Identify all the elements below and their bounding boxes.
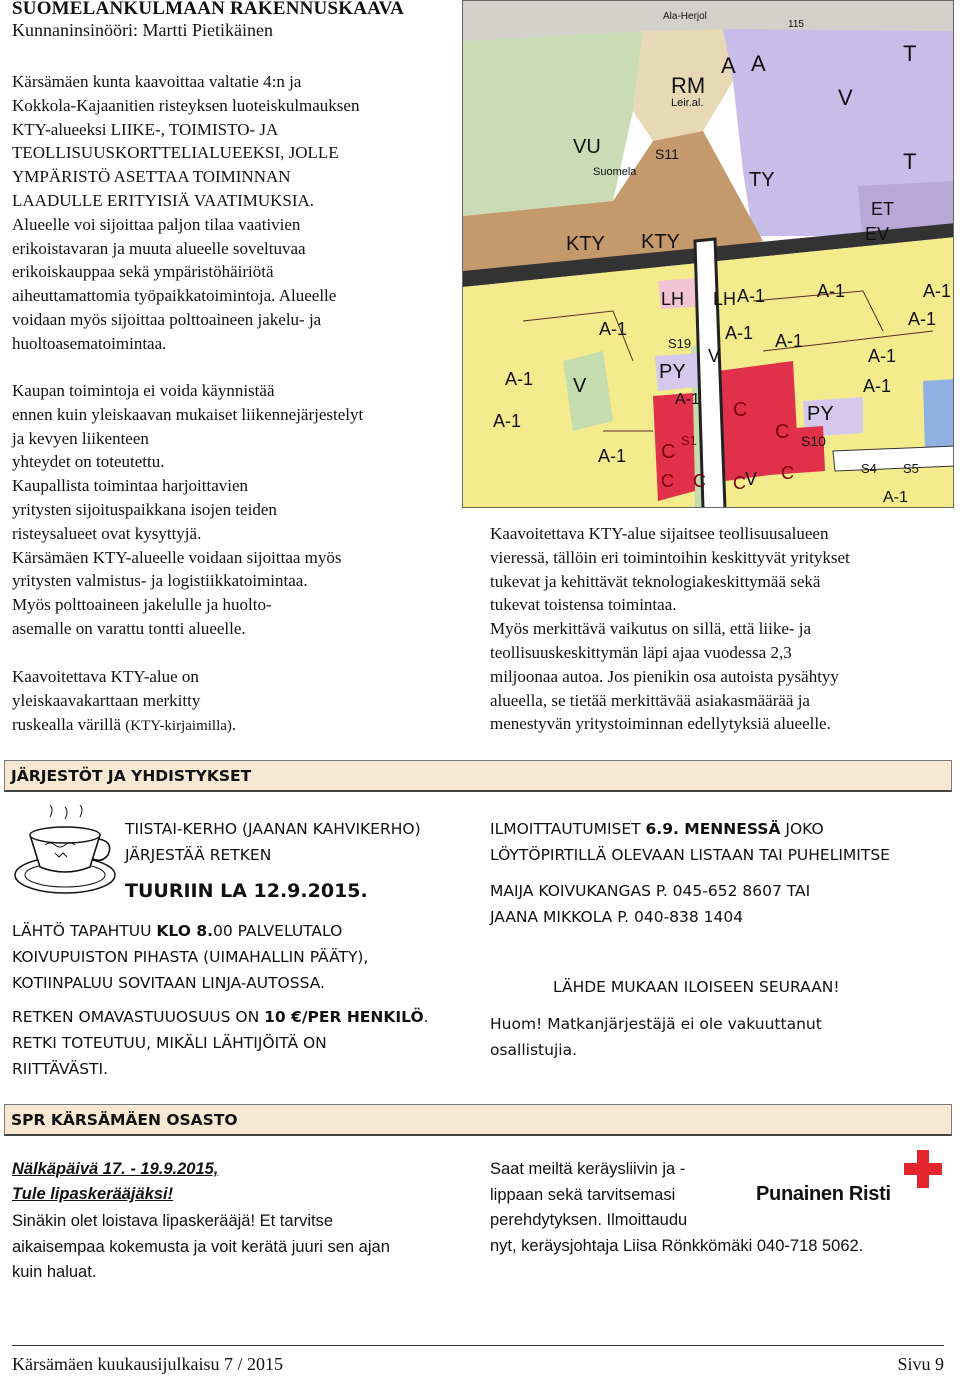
map-label: C [733,473,746,493]
kty-note: (KTY-kirjaimilla) [125,717,232,734]
text-line: menestyvän yritystoiminnan edellytyksiä alueelle. [490,714,831,734]
map-label: A-1 [725,323,754,343]
zoning-map [462,0,954,508]
text-line: Kaupan toimintoja ei voida käynnistää [12,381,275,400]
map-label: T [903,41,917,66]
map-label: V [708,346,721,366]
map-label: A-1 [883,489,908,506]
text-line: voidaan myös sijoittaa polttoaineen jakelu- ja [12,309,322,329]
hunger-day-body [12,1209,390,1286]
map-label: S1 [681,433,697,448]
map-label: A-1 [493,411,522,431]
text-line: lippaan sekä tarvitsemasi [490,1185,676,1204]
zoning-map-graphic [463,1,954,508]
trip-cost [12,1004,429,1082]
text-line: Kokkola-Kajaanitien risteyksen luoteiskulmauksen [12,95,360,115]
text-line: erikoiskauppaa sekä ympäristöhäiriötä [12,262,274,282]
map-label: V [745,469,758,489]
map-label: S19 [668,336,692,351]
text-line [490,816,890,842]
map-label: KTY [566,233,605,255]
text-line: Nälkäpäivä 17. - 19.9.2015, [12,1160,219,1178]
text-fragment: JOKO [780,820,824,838]
text-line [12,918,368,944]
text-line: MAIJA KOIVUKANGAS P. 045-652 8607 TAI [490,882,811,900]
text-line: Kaupallista toimintaa harjoittavien [12,476,249,496]
section-title: JÄRJESTÖT JA YHDISTYKSET [11,767,252,785]
section-title: SPR KÄRSÄMÄEN OSASTO [11,1111,238,1129]
text-line: KOIVUPUISTON PIHASTA (UIMAHALLIN PÄÄTY), [12,948,369,966]
map-label: LH [713,289,737,309]
text-line: erikoistavaran ja muuta alueelle soveltuvaa [12,238,306,258]
text-line: TIISTAI-KERHO (JAANAN KAHVIKERHO) [125,820,421,838]
map-label: A [751,51,766,76]
text-line: Kärsämäen KTY-alueelle voidaan sijoittaa myös [12,547,342,567]
map-label: ET [871,199,895,219]
map-label: S5 [903,461,919,476]
text-line: tukevat toistensa toimintaa. [490,595,677,615]
text-line: Huom! Matkanjärjestäjä ei ole vakuuttanut [490,1015,822,1033]
map-label: A-1 [908,309,937,329]
text-line: RIITTÄVÄSTI. [12,1060,109,1078]
text-line: Kaavoitettava KTY-alue on [12,667,199,686]
section-header-spr [4,1104,952,1136]
left-paragraph-3 [12,665,236,738]
map-label: C [661,441,676,463]
map-label: A-1 [505,369,534,389]
map-label: S11 [655,146,679,162]
text-line: Tule lipaskerääjäksi! [12,1185,174,1203]
map-label: C [733,399,748,421]
map-label: A [721,53,736,78]
map-label: A-1 [737,286,766,306]
text-line: aikaisempaa kokemusta ja voit kerätä juuri sen ajan [12,1237,390,1256]
trip-date: TUURIIN LA 12.9.2015. [125,880,368,902]
text-fragment: . [231,714,237,734]
text-line: JAANA MIKKOLA P. 040-838 1404 [490,908,744,926]
text-fragment: 00 PALVELUTALO [213,922,343,940]
text-fragment: LÄHTÖ TAPAHTUU [12,922,157,940]
text-fragment: ILMOITTAUTUMISET [490,820,646,838]
trip-details [12,918,368,996]
hunger-day-heading [12,1157,218,1207]
text-line: Myös merkittävä vaikutus on sillä, että liike- ja [490,619,812,639]
text-line: TEOLLISUUSKORTTELIALUEEKSI, JOLLE [12,143,339,163]
text-line: tukevat ja kehittävät teknologiakeskittymää sekä [490,571,821,591]
text-line: Kaavoitettava KTY-alue sijaitsee teollisuusalueen [490,524,829,543]
text-line: Saat meiltä keräysliivin ja - [490,1160,686,1178]
text-line: LAADULLE ERITYISIÄ VAATIMUKSIA. [12,190,315,210]
contact-info [490,878,810,930]
registration-deadline: 6.9. MENNESSÄ [645,820,781,838]
text-line: ja kevyen liikenteen [12,428,149,448]
map-label: A-1 [598,446,627,466]
map-label: RM [671,73,706,98]
text-line: perehdytyksen. Ilmoittaudu [490,1211,688,1229]
map-label: V [838,85,853,110]
text-line: kuin haluat. [12,1263,97,1281]
text-line [12,713,236,739]
text-fragment: . [423,1008,429,1026]
cost-amount: 10 €/PER HENKILÖ [264,1008,424,1026]
text-line: yleiskaavakarttaan merkitty [12,690,201,710]
map-label: C [661,471,674,491]
join-invitation: LÄHDE MUKAAN ILOISEEN SEURAAN! [553,978,840,996]
map-label: C [775,421,790,443]
map-label: C [781,463,794,483]
text-line: Alueelle voi sijoittaa paljon tilaa vaativien [12,214,301,234]
map-label: VU [573,136,601,158]
text-line: RETKI TOTEUTUU, MIKÄLI LÄHTIJÖITÄ ON [12,1034,327,1052]
map-label: A-1 [599,319,628,339]
text-line: alueella, se tietää merkittävää asiakasmäärää ja [490,690,810,710]
teacup-illustration [10,805,120,905]
insurance-note [490,1011,822,1063]
text-line: vieressä, tällöin eri toimintoihin keskittyvät yritykset [490,547,850,567]
map-label: A-1 [868,346,897,366]
text-line: yritysten sijoituspaikkana isojen teiden [12,499,277,519]
map-label: Leir.al. [671,97,704,109]
text-line: Myös polttoaineen jakelulle ja huolto- [12,595,272,615]
map-label: A-1 [817,281,846,301]
right-paragraph [490,522,850,736]
text-fragment: RETKEN OMAVASTUUOSUUS ON [12,1008,265,1026]
map-label: V [573,375,587,397]
text-line: yritysten valmistus- ja logistiikkatoimintaa. [12,571,308,591]
footer-publication: Kärsämäen kuukausijulkaisu 7 / 2015 [12,1354,283,1374]
map-label: Ala-Herjol [663,11,707,22]
left-paragraph-1 [12,70,359,356]
text-line: JÄRJESTÄÄ RETKEN [125,846,272,864]
text-line: Sinäkin olet loistava lipaskerääjä! Et tarvitse [12,1212,333,1230]
text-line: huoltoasematoimintaa. [12,333,167,353]
map-label: 115 [788,19,804,30]
departure-time: KLO 8. [156,922,214,940]
map-label: S4 [861,461,877,476]
text-line: KTY-alueeksi LIIKE-, TOIMISTO- JA [12,119,279,139]
text-line: osallistujia. [490,1041,577,1059]
footer-divider [12,1345,944,1346]
text-line: ennen kuin yleiskaavan mukaiset liikennejärjestelyt [12,404,364,424]
map-label: A-1 [863,376,892,396]
text-line: risteysalueet ovat kysyttyjä. [12,523,202,543]
teacup-icon [10,805,120,905]
article-title: SUOMELANKULMAAN RAKENNUSKAAVA [12,0,404,19]
red-cross-icon [904,1150,942,1188]
section-header-jarjestot [4,760,952,792]
map-label: KTY [641,231,680,253]
map-label: A-1 [775,331,804,351]
map-label: EV [865,224,890,244]
map-label: C [693,471,706,491]
map-label: LH [661,289,685,309]
map-label: PY [659,361,686,383]
text-line: teollisuuskeskittymän läpi ajaa vuodessa 2,3 [490,642,792,662]
text-line: asemalle on varattu tontti alueelle. [12,618,246,638]
map-label: A-1 [923,281,952,301]
text-line: nyt, keräysjohtaja Liisa Rönkkömäki 040-718 5062. [490,1236,864,1255]
text-line: KOTIINPALUU SOVITAAN LINJA-AUTOSSA. [12,974,325,992]
article-author: Kunnaninsinööri: Martti Pietikäinen [12,20,273,40]
text-line: YMPÄRISTÖ ASETTAA TOIMINNAN [12,167,291,187]
map-label: Suomela [593,166,637,178]
text-line: Kärsämäen kunta kaavoittaa valtatie 4:n ja [12,72,302,91]
map-label: A-1 [675,391,700,408]
map-label: TY [749,169,775,191]
left-paragraph-2 [12,379,363,641]
registration-info [490,816,890,868]
text-line [12,1004,429,1030]
club-announcement [125,816,421,868]
footer-page-number: Sivu 9 [897,1354,944,1374]
text-line: LÖYTÖPIRTILLÄ OLEVAAN LISTAAN TAI PUHELIMITSE [490,846,890,864]
text-line: yhteydet on toteutettu. [12,452,165,472]
logo-text: Punainen Risti [756,1183,891,1205]
text-line: miljoonaa autoa. Jos pienikin osa autoista pysähtyy [490,666,839,686]
text-line: aiheuttamattomia työpaikkatoimintoja. Alueelle [12,286,337,306]
map-label: PY [807,403,834,425]
text-fragment: ruskealla värillä [12,714,126,734]
red-cross-logo [756,1150,946,1210]
map-label: S10 [801,433,826,449]
map-label: T [903,149,917,174]
